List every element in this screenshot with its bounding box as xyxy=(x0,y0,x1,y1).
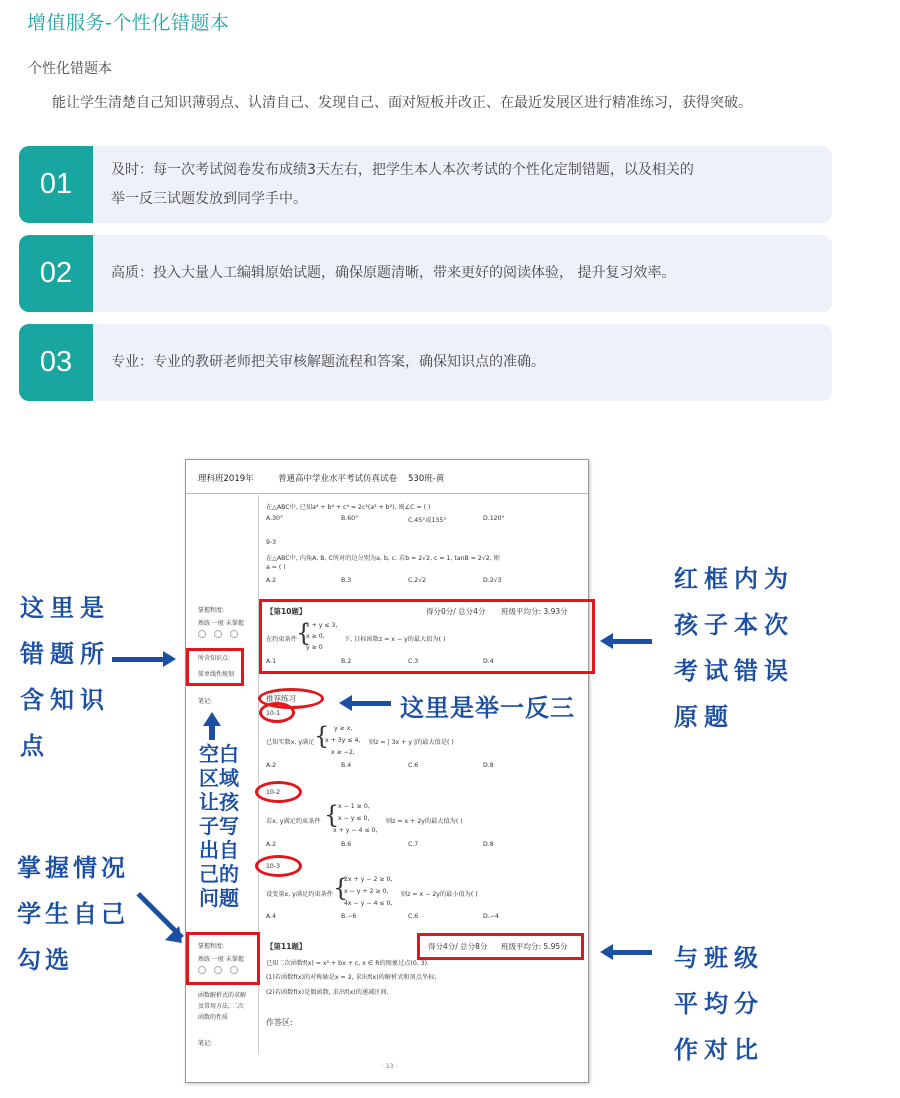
option: C.7 xyxy=(408,841,419,848)
annotation-knowledge-point: 这里是 错题所 含知识 点 xyxy=(20,594,110,760)
checkbox-proficient[interactable] xyxy=(198,630,206,638)
question-post: 则z = x − 2y的最小值为( ) xyxy=(401,891,478,898)
class-average: 班级平均分: 3.93分 xyxy=(501,607,568,616)
constraint: x + 3y ≤ 4, xyxy=(325,737,361,744)
option: B.4 xyxy=(341,762,352,769)
question-part: (1)若函数f(x)的对称轴是x = 2, 求出f(x)的解析式和顶点坐标; xyxy=(266,974,437,981)
arrow-left-icon xyxy=(612,639,652,644)
option: A.2 xyxy=(266,841,277,848)
question-label: 10-2 xyxy=(266,789,281,796)
knowledge-point-highlight xyxy=(186,648,244,686)
mastery-label: 掌握程度: xyxy=(198,943,225,950)
question-score: 得分4分/ 总分8分 xyxy=(428,942,488,951)
label-highlight-10-3 xyxy=(255,855,302,877)
constraint: x − 1 ≥ 0, xyxy=(338,803,370,810)
note-label: 笔记: xyxy=(198,1040,213,1047)
constraint: x + y ≤ 3, xyxy=(306,622,338,629)
constraint: 4x − y − 4 ≤ 0, xyxy=(344,900,393,907)
annotation-blank-area: 空白 区域 让孩 子写 出自 己的 问题 xyxy=(199,742,239,910)
question-pre: 已知实数x, y满足 xyxy=(266,739,315,746)
option: B.−6 xyxy=(341,913,357,920)
option: A.4 xyxy=(266,913,277,920)
constraint: x − y + 2 ≥ 0, xyxy=(344,888,389,895)
brace-glyph: { xyxy=(296,619,312,647)
knowledge-point: 函数解析式的求解 xyxy=(198,992,247,999)
checkbox-average[interactable] xyxy=(214,630,222,638)
intro-text: 能让学生清楚自己知识薄弱点、认清自己、发现自己、面对短板并改正、在最近发展区进行精准练习，获得突破。 xyxy=(52,95,752,111)
question-stem-cont: a = ( ) xyxy=(266,564,286,571)
recommend-label: 推荐练习 xyxy=(266,694,296,703)
sheet-exam-name: 普通高中学业水平考试仿真试卷 xyxy=(278,474,398,484)
option: C.2√2 xyxy=(408,577,427,584)
feature-card-03 xyxy=(19,324,832,401)
mastery-levels: 熟练 一般 未掌握 xyxy=(198,620,244,627)
option: B.6 xyxy=(341,841,352,848)
constraint: x − y ≤ 0, xyxy=(338,815,370,822)
option: C.45°或135° xyxy=(408,517,447,524)
knowledge-point: 简单线性规划 xyxy=(198,671,235,678)
question-header: 【第11题】 xyxy=(266,942,307,951)
mastery-levels: 熟练 一般 未掌握 xyxy=(198,956,244,963)
feature-card-02 xyxy=(19,235,832,312)
class-average: 班级平均分: 5.95分 xyxy=(501,942,568,951)
knowledge-point: 及常用方法, 二次 xyxy=(198,1003,244,1010)
option: B.60° xyxy=(341,515,359,522)
option: D.8 xyxy=(483,841,494,848)
brace-glyph: { xyxy=(333,874,349,902)
annotation-mastery: 掌握情况 学生自己 勾选 xyxy=(17,854,129,974)
card-number: 02 xyxy=(19,235,93,312)
question-stem: 在△ABC中, 内角A, B, C所对的边分别为a, b, c. 若b = 2√2, c = 1, tanB = 2√2, 则 xyxy=(266,555,500,562)
label-highlight-10-1 xyxy=(259,702,295,723)
question-label: 9-3 xyxy=(266,539,277,546)
question-part: (2)若函数f(x)是偶函数, 求出f(x)的递减区间. xyxy=(266,989,389,996)
card-text-line1: 高质：投入大量人工编辑原始试题，确保原题清晰，带来更好的阅读体验， 提升复习效率。 xyxy=(111,265,676,281)
answer-area-label: 作答区: xyxy=(266,1018,293,1027)
card-text-line1: 及时：每一次考试阅卷发布成绩3天左右，把学生本人本次考试的个性化定制错题，以及相关的 xyxy=(111,162,694,178)
wrong-question-highlight xyxy=(259,599,595,674)
constraint: x ≥ 0, xyxy=(306,633,325,640)
option: A.1 xyxy=(266,658,277,665)
option: C.3 xyxy=(408,658,419,665)
card-number: 01 xyxy=(19,146,93,223)
knowledge-point: 函数的性质 xyxy=(198,1014,229,1021)
sheet-student: 530班-黄 xyxy=(408,474,445,484)
annotation-score-compare: 与班级 平均分 作对比 xyxy=(674,944,764,1064)
page-number: · 13 · xyxy=(382,1063,398,1070)
sheet-class-name: 理科班2019年 xyxy=(198,474,254,484)
exam-sheet xyxy=(185,459,589,1083)
option: D.2√3 xyxy=(483,577,502,584)
label-highlight-10-2 xyxy=(255,781,302,803)
option: D.−4 xyxy=(483,913,499,920)
question-stem: 在△ABC中, 已知a⁴ + b⁴ + c⁴ = 2c²(a² + b²), 则∠C = ( ) xyxy=(266,504,431,511)
option: C.6 xyxy=(408,762,419,769)
score-compare-highlight xyxy=(417,933,584,960)
option: D.8 xyxy=(483,762,494,769)
arrow-left-icon xyxy=(612,950,652,955)
constraint: y ≥ x, xyxy=(334,725,353,732)
annotation-wrong-question: 红框内为 孩子本次 考试错误 原题 xyxy=(674,565,794,731)
option: A.30° xyxy=(266,515,284,522)
question-post: 下, 目标函数z = x − y的最大值为( ) xyxy=(344,636,446,643)
question-score: 得分0分/ 总分4分 xyxy=(426,607,486,616)
arrow-right-icon xyxy=(112,657,164,662)
option: C.6 xyxy=(408,913,419,920)
sheet-header-divider xyxy=(186,493,588,494)
mastery-checkboxes[interactable] xyxy=(198,630,246,640)
mastery-label: 掌握程度: xyxy=(198,607,225,614)
arrow-left-icon xyxy=(351,701,391,706)
option: D.120° xyxy=(483,515,505,522)
arrow-up-shaft xyxy=(209,725,215,740)
card-text-line2: 举一反三试题发放到同学手中。 xyxy=(111,191,307,207)
constraint: y ≥ 0 xyxy=(306,644,323,651)
option: B.2 xyxy=(341,658,352,665)
option: A.2 xyxy=(266,577,277,584)
page-title: 增值服务-个性化错题本 xyxy=(27,12,230,34)
question-pre: 在约束条件 xyxy=(266,636,297,643)
question-pre: 若x, y满足约束条件 xyxy=(266,818,321,825)
question-post: 则z = | 3x + y |的最大值是( ) xyxy=(369,739,454,746)
checkbox-not-mastered[interactable] xyxy=(230,630,238,638)
constraint: 2x + y − 2 ≥ 0, xyxy=(344,876,393,883)
knowledge-point-label: 所含知识点: xyxy=(198,655,231,662)
brace-glyph: { xyxy=(314,722,330,750)
annotation-practice: 这里是举一反三 xyxy=(400,694,575,722)
option: B.3 xyxy=(341,577,352,584)
note-label: 笔记: xyxy=(198,698,213,705)
question-post: 则z = x + 2y的最大值为( ) xyxy=(386,818,463,825)
option: A.2 xyxy=(266,762,277,769)
question-header: 【第10题】 xyxy=(266,607,307,616)
option: D.4 xyxy=(483,658,494,665)
question-label: 10-3 xyxy=(266,863,281,870)
question-stem: 已知二次函数f(x) = x² + bx + c, x ∈ R的图象过点(0, 3). xyxy=(266,960,430,967)
card-number: 03 xyxy=(19,324,93,401)
card-text-line1: 专业：专业的教研老师把关审核解题流程和答案，确保知识点的准确。 xyxy=(111,354,545,370)
arrow-up-icon xyxy=(203,712,221,726)
constraint: x ≥ −2, xyxy=(331,749,355,756)
question-pre: 设变量x, y满足约束条件 xyxy=(266,891,333,898)
section-subtitle: 个性化错题本 xyxy=(28,61,112,77)
question-label: 10-1 xyxy=(266,710,281,717)
mastery-highlight xyxy=(186,932,260,985)
feature-card-01 xyxy=(19,146,832,223)
constraint: x + y − 4 ≤ 0, xyxy=(333,827,378,834)
brace-glyph: { xyxy=(324,801,340,829)
